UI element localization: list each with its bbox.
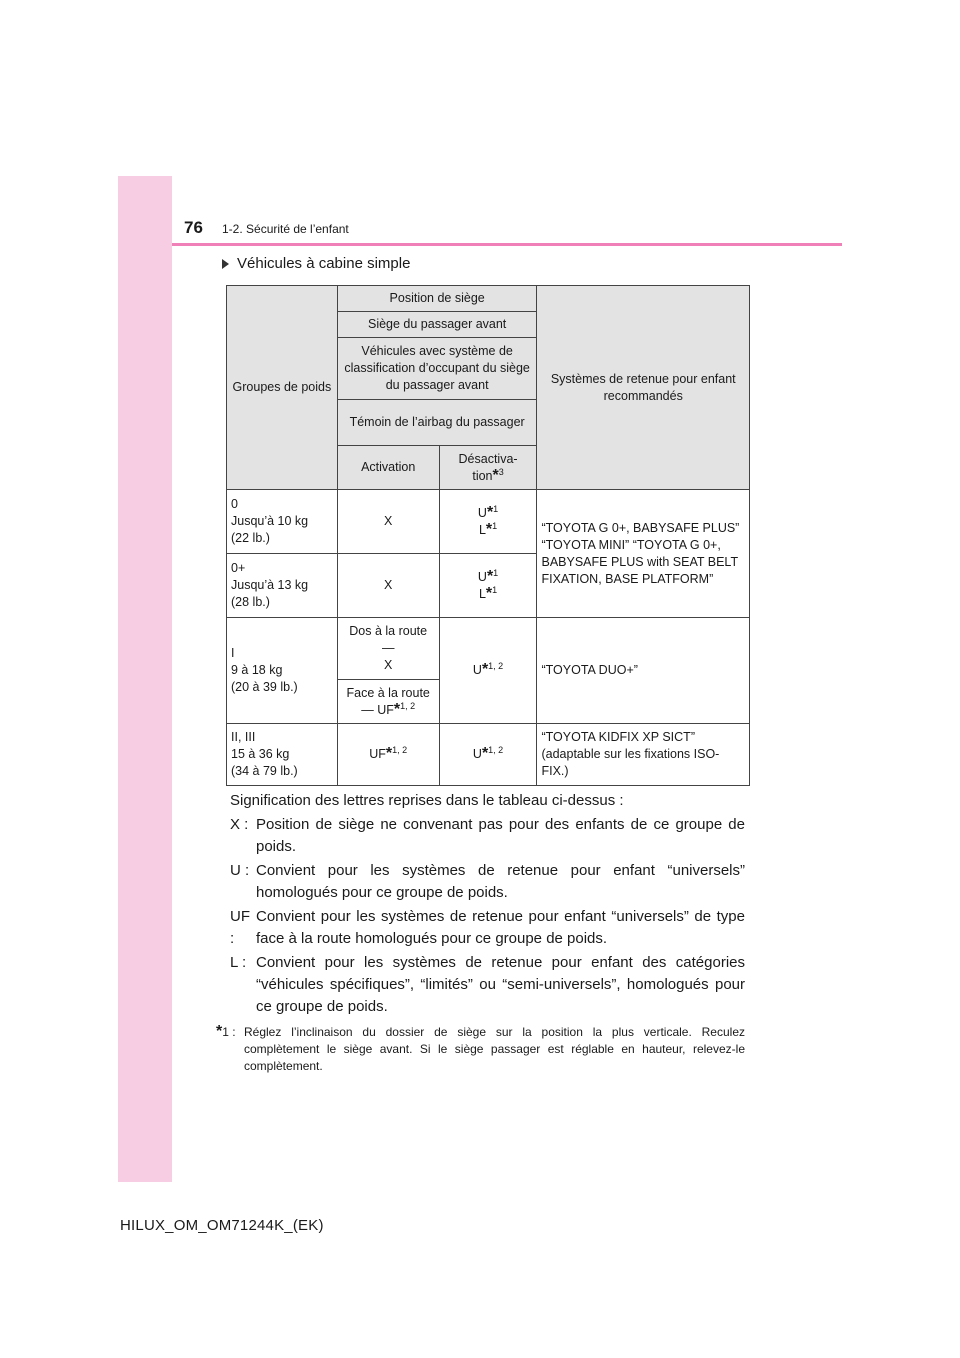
row3-deact-u: U: [472, 747, 482, 761]
header-recommended-systems: Systèmes de retenue pour enfant recommandés: [537, 286, 750, 490]
header-front-passenger-seat: Siège du passager avant: [337, 312, 537, 338]
legend-text: Convient pour les systèmes de retenue pour enfant “universels” homologués pour ce groupe de poids.: [256, 862, 745, 901]
header-deactivation-text: Désactiva- tion: [458, 451, 518, 483]
row01-systems: “TOYOTA G 0+, BABYSAFE PLUS” “TOYOTA MINI” “TOYOTA G 0+, BABYSAFE PLUS with SEAT BELT FIXATION, BASE PLATFORM”: [537, 490, 750, 618]
row0-deact-l: L: [478, 522, 486, 537]
row0-pounds: (22 lb.): [231, 531, 270, 545]
row1-deact-l: L: [478, 586, 486, 601]
header-seat-position: Position de siège: [337, 286, 537, 312]
asterisk-icon: *: [385, 745, 393, 762]
row1-pounds: (28 lb.): [231, 595, 270, 609]
row0-group-label: 0: [231, 497, 238, 511]
legend-item-uf: [230, 906, 745, 950]
asterisk-icon: *: [393, 700, 401, 718]
legend-item-x: [230, 814, 745, 858]
document-id: HILUX_OM_OM71244K_(EK): [120, 1217, 324, 1234]
row2-rear-dash: —: [381, 641, 395, 655]
row0-deact-u: U: [477, 505, 487, 520]
row1-group: [227, 554, 338, 618]
row3-pounds: (34 à 79 lb.): [231, 764, 298, 778]
asterisk-icon: *: [485, 584, 493, 602]
child-seat-table: [226, 285, 750, 786]
footnote-ref: 1: [492, 520, 498, 531]
row2-group: [227, 618, 338, 724]
asterisk-icon: *: [216, 1023, 223, 1040]
row1-deactivation: [439, 554, 537, 618]
row0-activation: X: [337, 490, 439, 554]
row2-rear-value: X: [384, 658, 393, 672]
footnote-1: [216, 1023, 745, 1075]
row2-front-value: — UF: [361, 702, 394, 717]
legend-key: L :: [230, 954, 247, 971]
legend-text: Position de siège ne convenant pas pour des enfants de ce groupe de poids.: [256, 816, 745, 855]
footnote-ref: 1: [493, 503, 499, 514]
row2-deactivation: [439, 618, 537, 724]
footnote-ref: 1: [492, 584, 498, 595]
row3-group-label: II, III: [231, 730, 256, 744]
header-rule: [172, 243, 842, 246]
legend: [216, 790, 745, 1075]
row1-weight: Jusqu’à 13 kg: [231, 578, 309, 592]
row2-group-label: I: [231, 646, 235, 660]
legend-key: UF :: [230, 908, 250, 947]
row2-activation-front: [337, 680, 439, 724]
row1-group-label: 0+: [231, 561, 246, 575]
header-occupant-classification: Véhicules avec système de classification d’occupant du siège du passager avant: [337, 338, 537, 400]
header-activation: Activation: [337, 446, 439, 490]
row3-group: [227, 724, 338, 786]
asterisk-icon: *: [485, 520, 493, 538]
subheading-text: Véhicules à cabine simple: [237, 255, 411, 272]
row0-deactivation: [439, 490, 537, 554]
row3-activation: [337, 724, 439, 786]
row0-group: [227, 490, 338, 554]
asterisk-icon: *: [492, 466, 499, 484]
footnote-ref: 1: [493, 567, 499, 578]
row1-deact-u: U: [477, 569, 487, 584]
footnote-key: *1 :: [216, 1023, 236, 1040]
header-deactivation: [439, 446, 537, 490]
footnote-ref: 1, 2: [392, 744, 408, 755]
page-side-tab: [118, 176, 172, 1182]
footnote-ref: 1, 2: [488, 660, 504, 671]
row3-weight: 15 à 36 kg: [231, 747, 290, 761]
row3-act-uf: UF: [369, 747, 386, 761]
asterisk-icon: *: [486, 503, 494, 521]
asterisk-icon: *: [486, 567, 494, 585]
row2-pounds: (20 à 39 lb.): [231, 680, 298, 694]
legend-intro: Signification des lettres reprises dans le tableau ci-dessus :: [230, 792, 624, 809]
section-title: 1-2. Sécurité de l’enfant: [222, 222, 349, 236]
legend-key: X :: [230, 816, 249, 833]
legend-key: U :: [230, 862, 250, 879]
footnote-ref: 1, 2: [488, 744, 504, 755]
legend-item-u: [230, 860, 745, 904]
legend-item-l: [230, 952, 745, 1018]
row3-deactivation: [439, 724, 537, 786]
legend-text: Convient pour les systèmes de retenue pour enfant des catégories “véhicules spécifiques”, “limités” ou “semi-universels”, homologués pour ce groupe de poids.: [256, 954, 745, 1015]
legend-text: Convient pour les systèmes de retenue pour enfant “universels” de type face à la route homologués pour ce groupe de poids.: [256, 908, 745, 947]
asterisk-icon: *: [481, 745, 489, 762]
row0-weight: Jusqu’à 10 kg: [231, 514, 309, 528]
row2-activation-rear: [337, 618, 439, 680]
row3-systems: “TOYOTA KIDFIX XP SICT” (adaptable sur les fixations ISO-FIX.): [537, 724, 750, 786]
row2-weight: 9 à 18 kg: [231, 663, 283, 677]
triangle-bullet-icon: [222, 259, 229, 269]
footnote-ref: 1, 2: [400, 700, 416, 711]
footnote-text: Réglez l’inclinaison du dossier de siège sur la position la plus verticale. Reculez complètement le siège avant. Si le siège passager est réglable en hauteur, relevez-le complètement.: [244, 1025, 745, 1073]
asterisk-icon: *: [481, 661, 489, 678]
footnote-ref: 3: [498, 466, 504, 477]
header-airbag-indicator: Témoin de l’airbag du passager: [337, 400, 537, 446]
row2-front-label: Face à la route: [346, 685, 430, 700]
row2-rear-label: Dos à la route: [349, 624, 428, 638]
subheading: [222, 255, 410, 272]
row2-systems: “TOYOTA DUO+”: [537, 618, 750, 724]
header-weight-groups: Groupes de poids: [227, 286, 338, 490]
page-number: 76: [184, 218, 203, 237]
row1-activation: X: [337, 554, 439, 618]
row2-deact-u: U: [472, 663, 482, 677]
